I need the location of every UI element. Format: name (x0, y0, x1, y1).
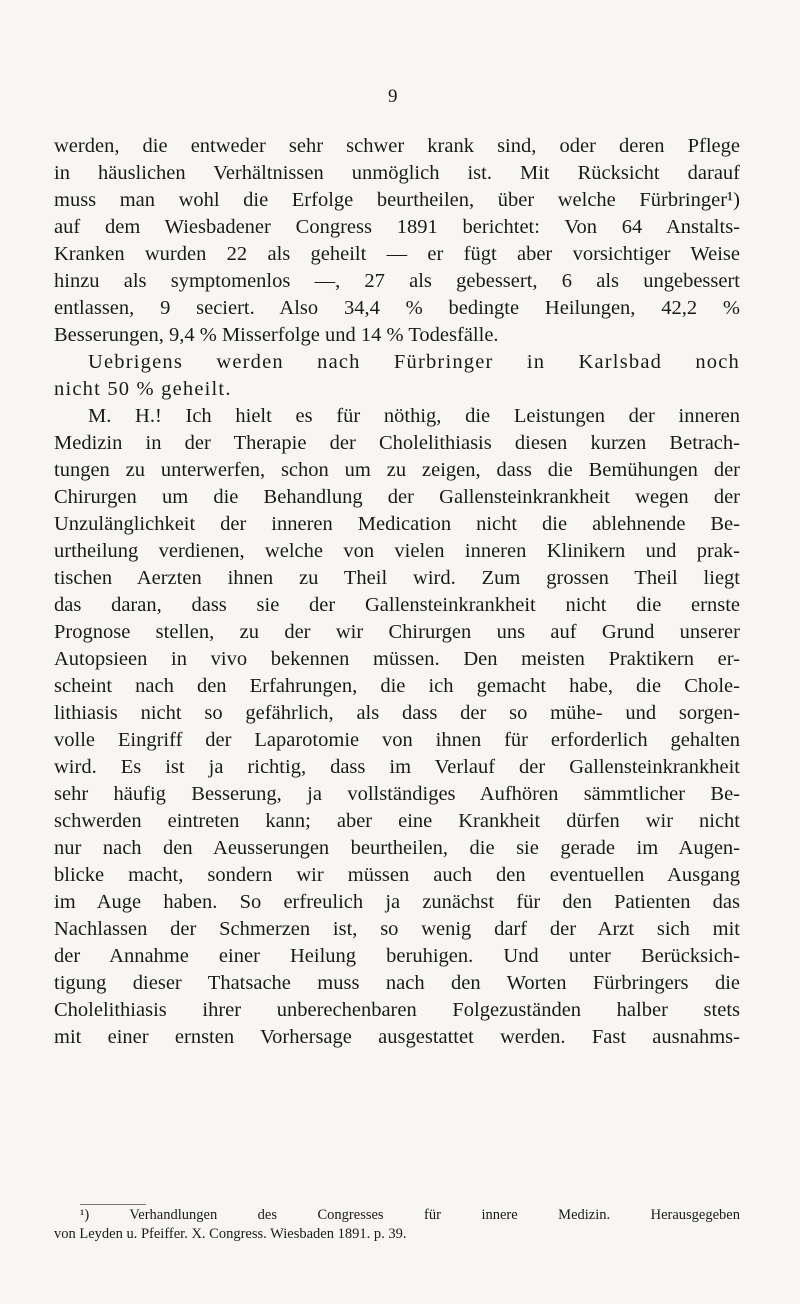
text-line: Nachlassen der Schmerzen ist, so wenig darf der Arzt sich mit (54, 918, 740, 940)
text-line: in häuslichen Verhältnissen unmöglich ist. Mit Rücksicht darauf (54, 162, 740, 184)
text-line: Prognose stellen, zu der wir Chirurgen uns auf Grund unserer (54, 621, 740, 643)
footnote-line: von Leyden u. Pfeiffer. X. Congress. Wiesbaden 1891. p. 39. (54, 1226, 407, 1242)
text-line: tischen Aerzten ihnen zu Theil wird. Zum grossen Theil liegt (54, 567, 740, 589)
text-line: scheint nach den Erfahrungen, die ich gemacht habe, die Chole- (54, 675, 740, 697)
text-line: das daran, dass sie der Gallensteinkrankheit nicht die ernste (54, 594, 740, 616)
text-line: Cholelithiasis ihrer unberechenbaren Folgezuständen halber stets (54, 999, 740, 1021)
text-line: nur nach den Aeusserungen beurtheilen, die sie gerade im Augen- (54, 837, 740, 859)
text-line: schwerden eintreten kann; aber eine Krankheit dürfen wir nicht (54, 810, 740, 832)
page-number: 9 (388, 86, 398, 107)
text-line: der Annahme einer Heilung beruhigen. Und unter Berücksich- (54, 945, 740, 967)
text-line: blicke macht, sondern wir müssen auch den eventuellen Ausgang (54, 864, 740, 886)
text-line: volle Eingriff der Laparotomie von ihnen für erforderlich gehalten (54, 729, 740, 751)
text-line: im Auge haben. So erfreulich ja zunächst für den Patienten das (54, 891, 740, 913)
text-line: wird. Es ist ja richtig, dass im Verlauf der Gallensteinkrankheit (54, 756, 740, 778)
footnote-line: ¹) Verhandlungen des Congresses für innere Medizin. Herausgegeben (80, 1207, 740, 1223)
text-line: tigung dieser Thatsache muss nach den Worten Fürbringers die (54, 972, 740, 994)
text-line: hinzu als symptomenlos —, 27 als gebessert, 6 als ungebessert (54, 270, 740, 292)
text-line: M. H.! Ich hielt es für nöthig, die Leistungen der inneren (88, 405, 740, 427)
text-line: Kranken wurden 22 als geheilt — er fügt aber vorsichtiger Weise (54, 243, 740, 265)
text-line: tungen zu unterwerfen, schon um zu zeigen, dass die Bemühungen der (54, 459, 740, 481)
text-line: Uebrigens werden nach Fürbringer in Karlsbad noch (88, 351, 740, 373)
text-line: Besserungen, 9,4 % Misserfolge und 14 % Todesfälle. (54, 324, 499, 346)
text-line: sehr häufig Besserung, ja vollständiges Aufhören sämmtlicher Be- (54, 783, 740, 805)
footnotes (54, 1206, 740, 1244)
text-line: lithiasis nicht so gefährlich, als dass der so mühe- und sorgen- (54, 702, 740, 724)
text-line: Medizin in der Therapie der Cholelithiasis diesen kurzen Betrach- (54, 432, 740, 454)
text-line: Autopsieen in vivo bekennen müssen. Den meisten Praktikern er- (54, 648, 740, 670)
text-line: werden, die entweder sehr schwer krank sind, oder deren Pflege (54, 135, 740, 157)
text-line: nicht 50 % geheilt. (54, 378, 232, 400)
text-line: mit einer ernsten Vorhersage ausgestattet werden. Fast ausnahms- (54, 1026, 740, 1048)
text-line: auf dem Wiesbadener Congress 1891 berichtet: Von 64 Anstalts- (54, 216, 740, 238)
text-line: Chirurgen um die Behandlung der Gallensteinkrankheit wegen der (54, 486, 740, 508)
footnote-rule (80, 1204, 146, 1205)
text-line: entlassen, 9 seciert. Also 34,4 % bedingte Heilungen, 42,2 % (54, 297, 740, 319)
text-line: Unzulänglichkeit der inneren Medication nicht die ablehnende Be- (54, 513, 740, 535)
text-line: urtheilung verdienen, welche von vielen inneren Klinikern und prak- (54, 540, 740, 562)
text-line: muss man wohl die Erfolge beurtheilen, über welche Fürbringer¹) (54, 189, 740, 211)
body-text (54, 133, 740, 1051)
